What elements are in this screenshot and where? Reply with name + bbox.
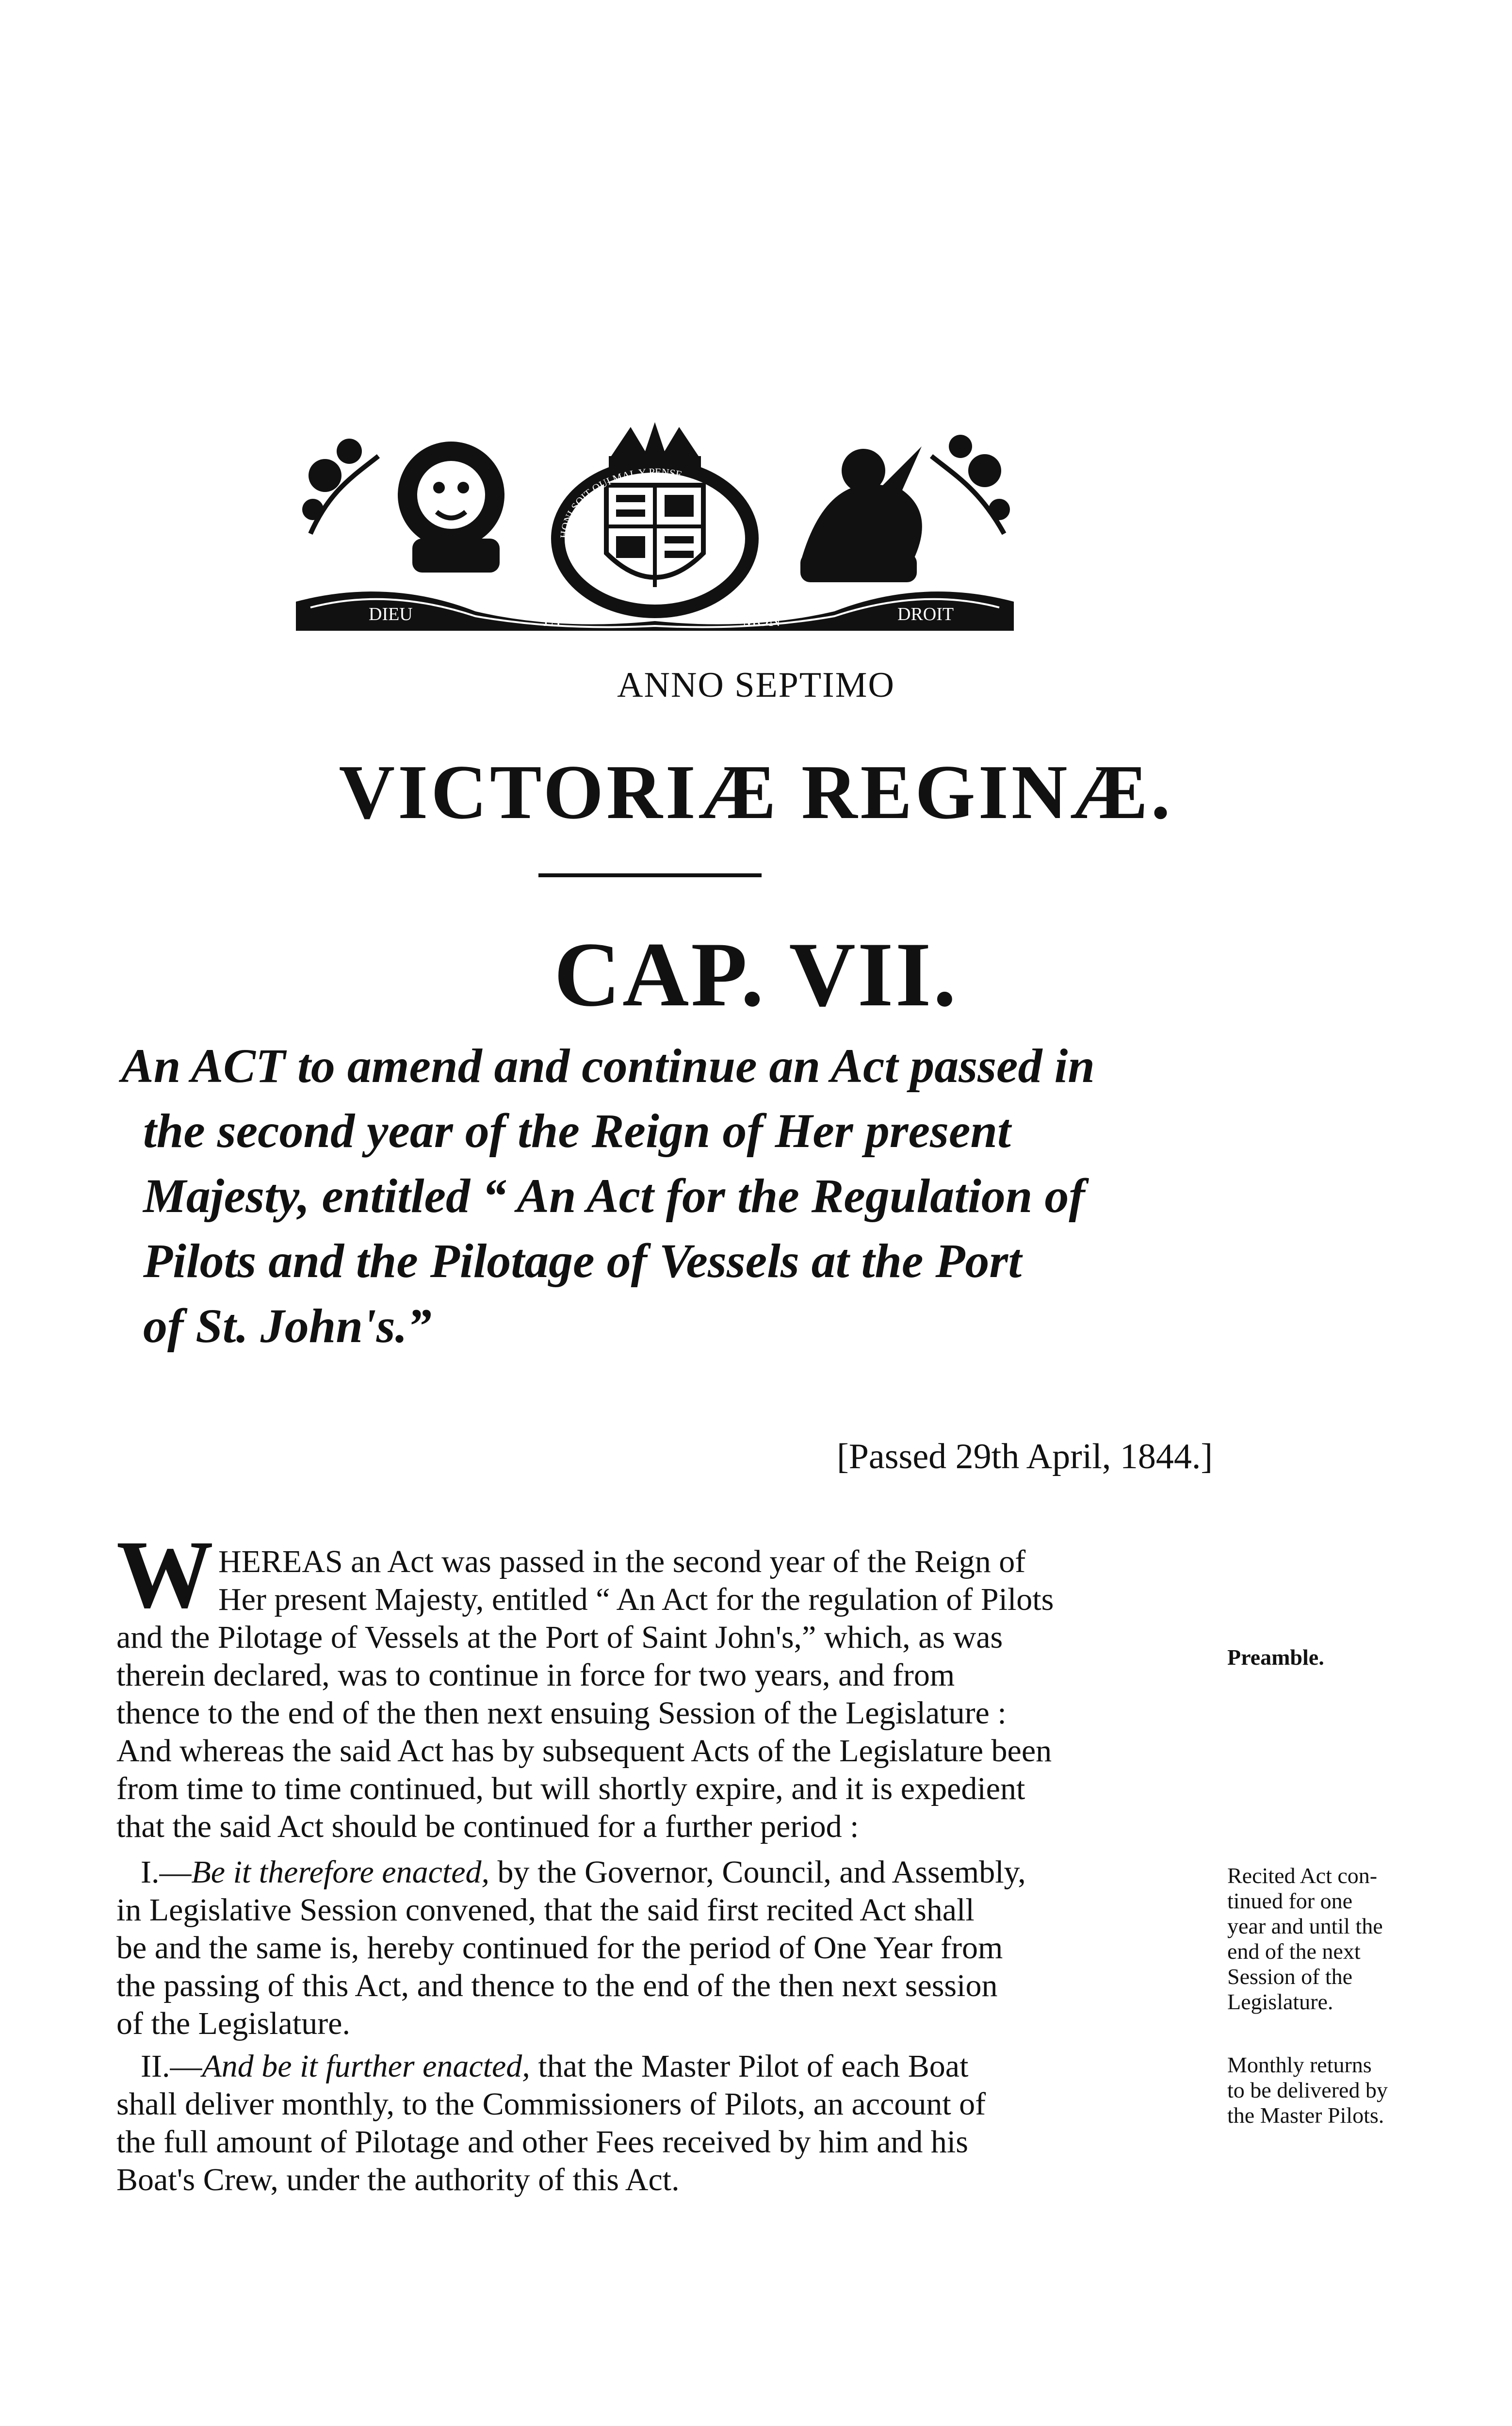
- act-title-line: Pilots and the Pilotage of Vessels at the Port: [143, 1234, 1022, 1288]
- preamble-line: and the Pilotage of Vessels at the Port of Saint John's,” which, as was: [116, 1620, 1003, 1655]
- preamble-line: HEREAS an Act was passed in the second year of the Reign of: [218, 1544, 1026, 1579]
- chapter-number: CAP. VII.: [553, 924, 959, 1026]
- section-1-first-line-text: by the Governor, Council, and Assembly,: [489, 1854, 1026, 1890]
- divider-rule: [538, 873, 762, 877]
- margin-note-line: end of the next: [1227, 1939, 1361, 1964]
- section-1-number: I.—: [141, 1854, 192, 1890]
- garter-motto: HONI SOIT QUI MAL Y PENSE: [557, 465, 683, 539]
- drop-cap: W: [116, 1521, 213, 1628]
- margin-note-line: tinued for one: [1227, 1888, 1353, 1913]
- section-2-line: shall deliver monthly, to the Commissioners of Pilots, an account of: [116, 2086, 986, 2122]
- margin-note-line: Recited Act con-: [1227, 1863, 1378, 1888]
- section-1-paragraph: [116, 1853, 1213, 2043]
- preamble-line: that the said Act should be continued for a further period :: [116, 1809, 859, 1844]
- preamble-line: thence to the end of the then next ensuing Session of the Legislature :: [116, 1695, 1007, 1731]
- margin-note-section-1: [1227, 1863, 1431, 2015]
- margin-note-line: the Master Pilots.: [1227, 2103, 1384, 2128]
- section-1-line: in Legislative Session convened, that the said first recited Act shall: [116, 1892, 975, 1928]
- regnal-title: VICTORIÆ REGINÆ.: [339, 749, 1173, 835]
- section-2-line: the full amount of Pilotage and other Fees received by him and his: [116, 2124, 968, 2160]
- royal-coat-of-arms: [291, 417, 1019, 631]
- motto-mid-b: MON: [742, 612, 781, 630]
- section-1-line: be and the same is, hereby continued for the period of One Year from: [116, 1930, 1003, 1966]
- section-1-first-line: [116, 1853, 1213, 1891]
- margin-note-line: Legislature.: [1227, 1989, 1333, 2014]
- act-title-line: An ACT to amend and continue an Act passed in: [121, 1039, 1095, 1093]
- margin-note-line: Session of the: [1227, 1964, 1353, 1989]
- margin-note-line: to be delivered by: [1227, 2078, 1388, 2102]
- section-2-number: II.—: [141, 2049, 202, 2084]
- section-1-enacting-words: Be it therefore enacted,: [191, 1854, 490, 1890]
- margin-note-line: Monthly returns: [1227, 2052, 1372, 2077]
- margin-note-section-2: [1227, 2052, 1431, 2128]
- act-title-line: the second year of the Reign of Her present: [143, 1104, 1011, 1158]
- preamble-paragraph: [116, 1521, 1213, 1846]
- motto-right: DROIT: [897, 604, 954, 624]
- motto-mid-a: ET: [543, 612, 564, 630]
- preamble-line: therein declared, was to continue in force for two years, and from: [116, 1657, 955, 1693]
- passed-date: [Passed 29th April, 1844.]: [837, 1437, 1213, 1476]
- act-title-line: of St. John's.”: [143, 1299, 432, 1353]
- section-1-line: the passing of this Act, and thence to the end of the then next session: [116, 1968, 998, 2003]
- section-2-first-line-text: that the Master Pilot of each Boat: [530, 2049, 969, 2084]
- motto-left: DIEU: [369, 604, 413, 624]
- section-2-line: Boat's Crew, under the authority of this Act.: [116, 2162, 680, 2197]
- act-title: [121, 1033, 1213, 1359]
- section-2-paragraph: [116, 2048, 1213, 2199]
- section-2-enacting-words: And be it further enacted,: [202, 2049, 530, 2084]
- section-2-first-line: [116, 2048, 1213, 2085]
- margin-note-line: year and until the: [1227, 1914, 1383, 1938]
- preamble-line: from time to time continued, but will shortly expire, and it is expedient: [116, 1771, 1025, 1806]
- section-1-line: of the Legislature.: [116, 2006, 350, 2041]
- act-title-line: Majesty, entitled “ An Act for the Regulation of: [143, 1169, 1085, 1223]
- anno-septimo: ANNO SEPTIMO: [617, 665, 895, 705]
- preamble-line: Her present Majesty, entitled “ An Act for the regulation of Pilots: [218, 1582, 1054, 1617]
- preamble-line: And whereas the said Act has by subsequent Acts of the Legislature been: [116, 1733, 1052, 1769]
- margin-note-preamble: Preamble.: [1227, 1645, 1324, 1670]
